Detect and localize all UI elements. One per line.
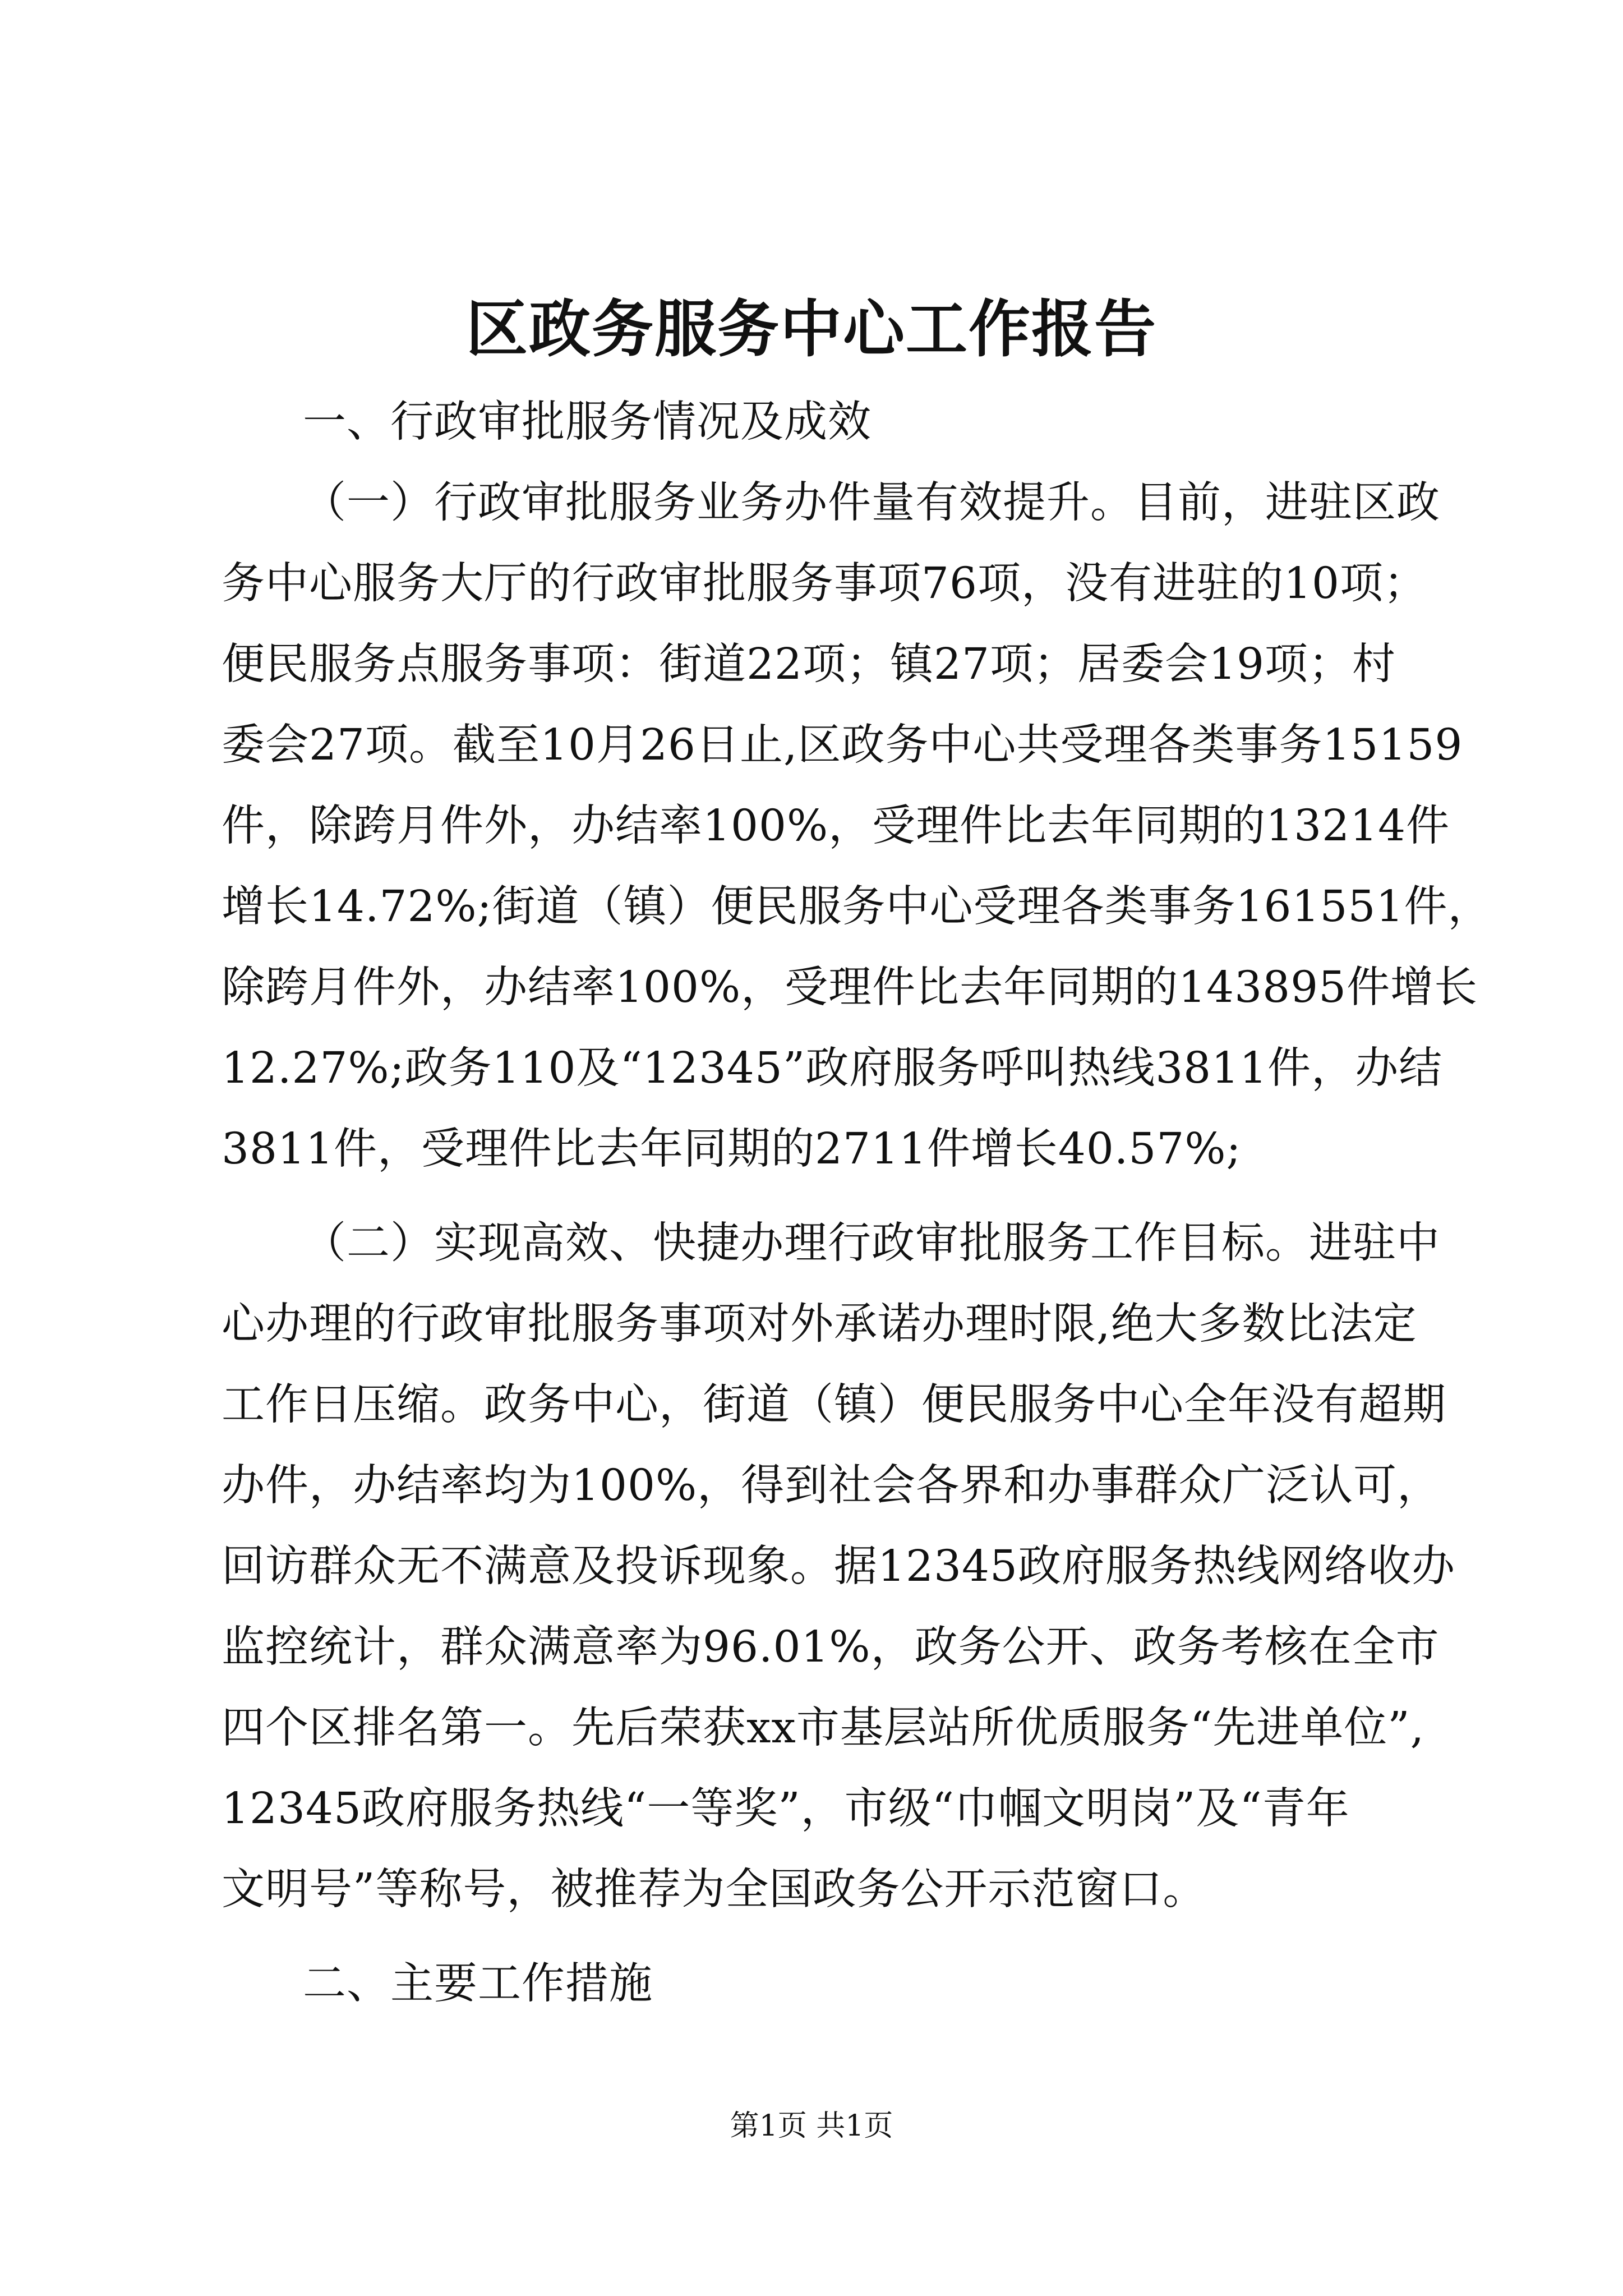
paragraph-line: 监控统计，群众满意率为96.01%，政务公开、政务考核在全市 <box>222 1622 1440 1672</box>
section-heading: 二、主要工作措施 <box>303 1959 653 2009</box>
paragraph-line: （二）实现高效、快捷办理行政审批服务工作目标。进驻中 <box>303 1218 1440 1268</box>
paragraph-line: 务中心服务大厅的行政审批服务事项76项，没有进驻的10项； <box>222 559 1427 609</box>
document-title: 区政务服务中心工作报告 <box>466 293 1157 365</box>
paragraph-line: 心办理的行政审批服务事项对外承诺办理时限,绝大多数比法定 <box>222 1299 1417 1349</box>
paragraph-line: （一）行政审批服务业务办件量有效提升。目前，进驻区政 <box>303 478 1440 528</box>
page-footer: 第1页 共1页 <box>730 2109 893 2143</box>
paragraph-line: 办件，办结率均为100%，得到社会各界和办事群众广泛认可， <box>222 1461 1441 1511</box>
paragraph-line: 增长14.72%;街道（镇）便民服务中心受理各类事务161551件， <box>222 882 1492 932</box>
paragraph-line: 便民服务点服务事项：街道22项；镇27项；居委会19项；村 <box>222 639 1396 689</box>
paragraph-line: 除跨月件外，办结率100%，受理件比去年同期的143895件增长 <box>222 963 1478 1013</box>
paragraph-line: 文明号”等称号，被推荐为全国政务公开示范窗口。 <box>222 1865 1207 1915</box>
paragraph-line: 工作日压缩。政务中心，街道（镇）便民服务中心全年没有超期 <box>222 1380 1446 1430</box>
section-heading: 一、行政审批服务情况及成效 <box>303 397 872 447</box>
paragraph-line: 四个区排名第一。先后荣获xx市基层站所优质服务“先进单位”, <box>222 1703 1425 1753</box>
paragraph-line: 3811件，受理件比去年同期的2711件增长40.57%; <box>222 1124 1242 1174</box>
paragraph-line: 件，除跨月件外，办结率100%，受理件比去年同期的13214件 <box>222 801 1450 851</box>
paragraph-line: 12.27%;政务110及“12345”政府服务呼叫热线3811件，办结 <box>222 1043 1443 1093</box>
paragraph-line: 12345政府服务热线“一等奖”，市级“巾帼文明岗”及“青年 <box>222 1784 1350 1834</box>
paragraph-line: 回访群众无不满意及投诉现象。据12345政府服务热线网络收办 <box>222 1542 1455 1591</box>
paragraph-line: 委会27项。截至10月26日止,区政务中心共受理各类事务15159 <box>222 720 1463 770</box>
